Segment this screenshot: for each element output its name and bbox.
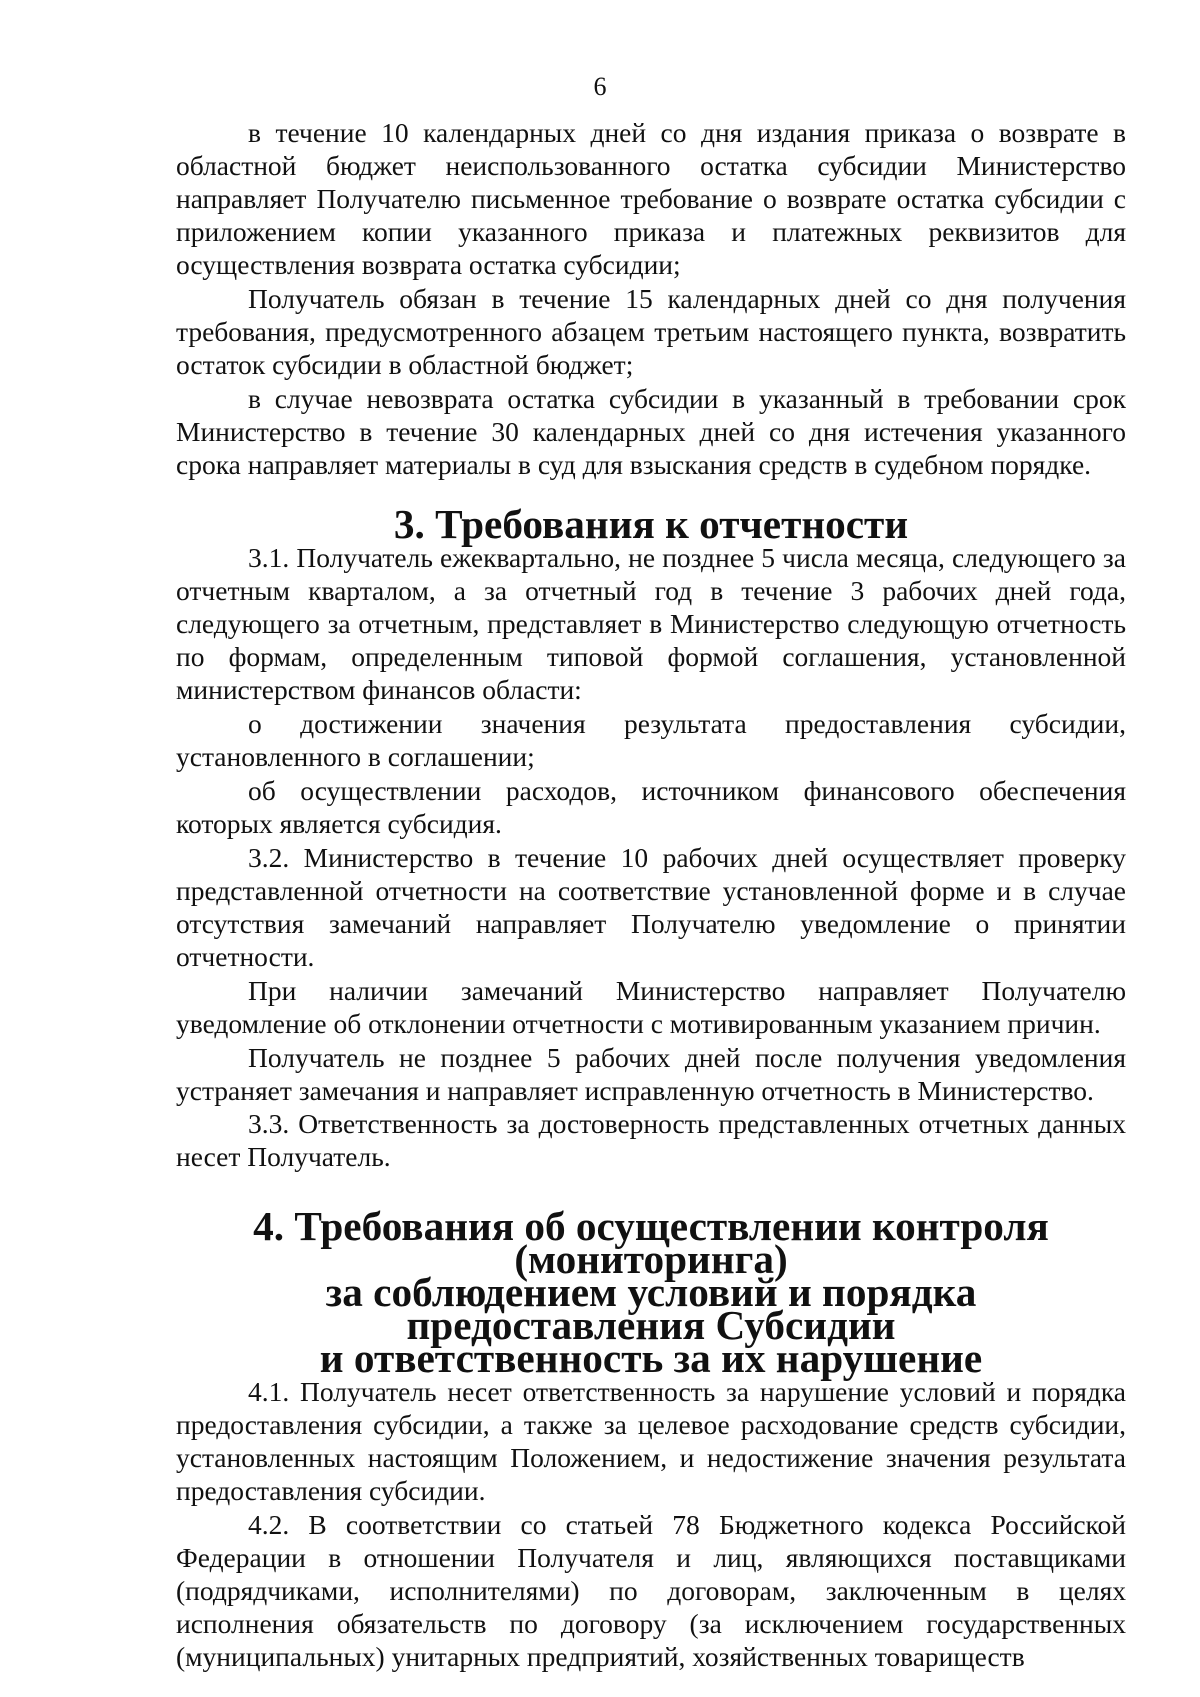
paragraph-3-3: 3.3. Ответственность за достоверность представленных отчетных данных несет Получатель. bbox=[176, 1108, 1126, 1172]
paragraph-3-2-remarks: При наличии замечаний Министерство направляет Получателю уведомление об отклонении отчетности с мотивированным указанием причин. bbox=[176, 975, 1126, 1039]
section-4-heading bbox=[176, 1203, 1126, 1381]
paragraph-4-1: 4.1. Получатель несет ответственность за нарушение условий и порядка предоставления субсидии, а также за целевое расходование средств субсидии, установленных настоящим Положением, и недостижение значения результата предоставления субсидии. bbox=[176, 1376, 1126, 1506]
paragraph-recipient-obligation: Получатель обязан в течение 15 календарных дней со дня получения требования, предусмотренного абзацем третьим настоящего пункта, возвратить остаток субсидии в областной бюджет; bbox=[176, 283, 1126, 380]
paragraph-3-1-item-result: о достижении значения результата предоставления субсидии, установленного в соглашении; bbox=[176, 708, 1126, 772]
document-body bbox=[176, 116, 1126, 1673]
paragraph-3-2-correction: Получатель не позднее 5 рабочих дней после получения уведомления устраняет замечания и направляет исправленную отчетность в Министерство. bbox=[176, 1042, 1126, 1106]
section-3-heading: 3. Требования к отчетности bbox=[393, 501, 909, 547]
section-4-heading-line: и ответственность за их нарушение bbox=[319, 1335, 983, 1381]
paragraph-4-2: 4.2. В соответствии со статьей 78 Бюджетного кодекса Российской Федерации в отношении Получателя и лиц, являющихся поставщиками (подрядчиками, исполнителями) по договорам, заключенным в целях исполнения обязательств по договору (за исключением государственных (муниципальных) унитарных предприятий, хозяйственных товариществ bbox=[176, 1509, 1126, 1672]
section-4-heading-line: за соблюдением условий и порядка предоставления Субсидии bbox=[325, 1269, 977, 1348]
page-number: 6 bbox=[593, 72, 607, 101]
section-4-heading-line: 4. Требования об осуществлении контроля (мониторинга) bbox=[253, 1203, 1049, 1282]
paragraph-3-2: 3.2. Министерство в течение 10 рабочих дней осуществляет проверку представленной отчетности на соответствие установленной форме и в случае отсутствия замечаний направляет Получателю уведомление о принятии отчетности. bbox=[176, 842, 1126, 972]
paragraph-3-1-item-expenses: об осуществлении расходов, источником финансового обеспечения которых является субсидия. bbox=[176, 775, 1126, 839]
paragraph-3-1: 3.1. Получатель ежеквартально, не позднее 5 числа месяца, следующего за отчетным кварталом, а за отчетный год в течение 3 рабочих дней года, следующего за отчетным, представляет в Министерство следующую отчетность по формам, определенным типовой формой соглашения, установленной министерством финансов области: bbox=[176, 542, 1126, 705]
paragraph-court-referral: в случае невозврата остатка субсидии в указанный в требовании срок Министерство в течение 30 календарных дней со дня истечения указанного срока направляет материалы в суд для взыскания средств в судебном порядке. bbox=[176, 383, 1126, 480]
paragraph-return-requirement: в течение 10 календарных дней со дня издания приказа о возврате в областной бюджет неиспользованного остатка субсидии Министерство направляет Получателю письменное требование о возврате остатка субсидии с приложением копии указанного приказа и платежных реквизитов для осуществления возврата остатка субсидии; bbox=[176, 117, 1126, 280]
